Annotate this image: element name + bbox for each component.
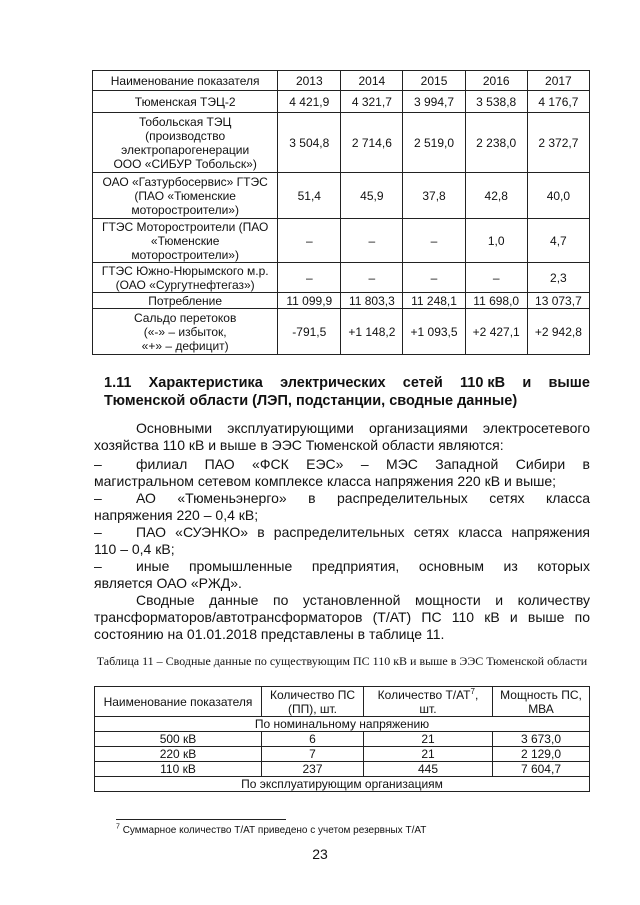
heading-word: сетей: [402, 375, 443, 391]
row-label: 500 кВ: [95, 732, 262, 747]
section-number: 1.11: [104, 375, 132, 391]
column-header: Наименование показателя: [93, 71, 278, 91]
list-item-continuation: 110 – 0,4 кВ;: [94, 541, 175, 557]
footnote-separator: [116, 819, 286, 820]
row-label: Сальдо перетоков («-» – избыток, «+» – дефицит): [93, 309, 278, 355]
table-cell: +2 427,1: [465, 309, 527, 355]
list-item-text: АО «Тюменьэнерго» в распределительных сетях класса: [136, 490, 590, 506]
list-item-continuation: напряжения 220 – 0,4 кВ;: [94, 507, 259, 523]
table-cell: 237: [262, 762, 364, 777]
column-header: Количество $Т/АТ^7$, шт.: [364, 687, 493, 717]
heading-word: и: [522, 375, 532, 391]
table-cell: 42,8: [465, 173, 527, 219]
row-label: Потребление: [93, 293, 278, 309]
row-label: Тобольская ТЭЦ (производство электропарогенерации ООО «СИБУР Тобольск»): [93, 113, 278, 173]
list-item: [94, 456, 590, 490]
table-cell: 2 714,6: [341, 113, 403, 173]
table-row: [95, 747, 590, 762]
heading-word: 110 кВ: [459, 375, 506, 391]
row-label: Тюменская ТЭЦ-2: [93, 91, 278, 113]
table-cell: 445: [364, 762, 493, 777]
list-item-continuation: магистральном сетевом комплексе класса напряжения 220 кВ и выше;: [94, 473, 557, 489]
group-label: По эксплуатирующим организациям: [95, 777, 590, 792]
list-item: [94, 490, 590, 524]
table-cell: 11 803,3: [341, 293, 403, 309]
footnote-mark: 7: [116, 823, 120, 831]
column-header-text: Количество Т/АТ: [377, 687, 471, 702]
table-cell: +2 942,8: [527, 309, 589, 355]
row-label: ГТЭС Южно-Нюрымского м.р. (ОАО «Сургутнефтегаз»): [93, 263, 278, 293]
table-cell: 11 099,9: [278, 293, 341, 309]
table-cell: 4 321,7: [341, 91, 403, 113]
table-cell: 2 519,0: [403, 113, 465, 173]
table-header-row: [93, 71, 590, 91]
table-cell: 7 604,7: [493, 762, 590, 777]
row-label: ГТЭС Моторостроители (ПАО «Тюменские моторостроители»): [93, 219, 278, 263]
list-item-text: филиал ПАО «ФСК ЕЭС» – МЭС Западной Сибири в: [136, 456, 590, 472]
list-dash: –: [94, 490, 102, 506]
list-dash: –: [94, 524, 102, 540]
table-cell: –: [403, 263, 465, 293]
table-cell: –: [465, 263, 527, 293]
heading-word: Характеристика: [148, 375, 263, 391]
footnote-text: Суммарное количество Т/АТ приведено с учетом резервных Т/АТ: [122, 825, 427, 836]
table-cell: –: [278, 219, 341, 263]
table-cell: 3 673,0: [493, 732, 590, 747]
substation-summary-table: [94, 686, 590, 792]
column-header: 2013: [278, 71, 341, 91]
table-cell: 13 073,7: [527, 293, 589, 309]
table-cell: –: [278, 263, 341, 293]
table-cell: 4,7: [527, 219, 589, 263]
table-row: [93, 91, 590, 113]
column-header: Наименование показателя: [95, 687, 262, 717]
table-cell: 21: [364, 747, 493, 762]
table-cell: +1 093,5: [403, 309, 465, 355]
intro-paragraph: Основными эксплуатирующими организациями электросетевого хозяйства 110 кВ и выше в ЭЭС Тюменской области являются:: [94, 420, 590, 453]
table-cell: –: [403, 219, 465, 263]
table-cell: 1,0: [465, 219, 527, 263]
table-row: [93, 173, 590, 219]
table-cell: 2 238,0: [465, 113, 527, 173]
list-dash: –: [94, 558, 102, 574]
table-cell: 21: [364, 732, 493, 747]
table-row: [93, 219, 590, 263]
list-item-continuation: является ОАО «РЖД».: [94, 575, 242, 591]
table-cell: 2,3: [527, 263, 589, 293]
table-row: [93, 293, 590, 309]
table-row: [93, 309, 590, 355]
footnote: [116, 825, 426, 837]
list-dash: –: [94, 456, 102, 472]
section-heading: [104, 374, 590, 410]
column-header: Мощность ПС, МВА: [493, 687, 590, 717]
generation-table: [92, 70, 590, 355]
table-cell: +1 148,2: [341, 309, 403, 355]
table-cell: 3 538,8: [465, 91, 527, 113]
table-cell: 7: [262, 747, 364, 762]
table-row: [93, 263, 590, 293]
table-row: [95, 732, 590, 747]
group-label: По номинальному напряжению: [95, 717, 590, 732]
page-number: 23: [312, 846, 328, 862]
list-item: [94, 558, 590, 592]
table-cell: 51,4: [278, 173, 341, 219]
heading-word: выше: [548, 375, 590, 391]
summary-paragraph: Сводные данные по установленной мощности и количеству трансформаторов/автотрансформаторов (Т/АТ) ПС 110 кВ и выше по состоянию на 01.01.2018 представлены в таблице 11.: [94, 592, 590, 642]
table-cell: 4 421,9: [278, 91, 341, 113]
table-cell: 4 176,7: [527, 91, 589, 113]
column-header: 2016: [465, 71, 527, 91]
footnote-ref: 7: [470, 686, 475, 696]
table-cell: 11 248,1: [403, 293, 465, 309]
column-header-unit: шт.: [419, 701, 437, 716]
table-cell: 37,8: [403, 173, 465, 219]
list-item-text: иные промышленные предприятия, основным из которых: [136, 558, 590, 574]
organization-list: [94, 456, 590, 592]
table-cell: 3 504,8: [278, 113, 341, 173]
table-cell: 40,0: [527, 173, 589, 219]
column-header: Количество ПС (ПП), шт.: [262, 687, 364, 717]
table-cell: 6: [262, 732, 364, 747]
column-header: 2015: [403, 71, 465, 91]
table-cell: –: [341, 219, 403, 263]
list-item: [94, 524, 590, 558]
table-cell: 2 129,0: [493, 747, 590, 762]
table-cell: 3 994,7: [403, 91, 465, 113]
table-cell: 11 698,0: [465, 293, 527, 309]
table-header-row: [95, 687, 590, 717]
table-caption: Таблица 11 – Сводные данные по существующим ПС 110 кВ и выше в ЭЭС Тюменской области: [96, 654, 588, 668]
row-label: 110 кВ: [95, 762, 262, 777]
row-label: 220 кВ: [95, 747, 262, 762]
group-row: [95, 717, 590, 732]
row-label: ОАО «Газтурбосервис» ГТЭС (ПАО «Тюменские моторостроители»): [93, 173, 278, 219]
group-row: [95, 777, 590, 792]
list-item-text: ПАО «СУЭНКО» в распределительных сетях класса напряжения: [136, 524, 590, 540]
table-row: [93, 113, 590, 173]
table-cell: 2 372,7: [527, 113, 589, 173]
section-heading-line-2: Тюменской области (ЛЭП, подстанции, сводные данные): [104, 393, 518, 409]
column-header: 2014: [341, 71, 403, 91]
column-header: 2017: [527, 71, 589, 91]
table-cell: 45,9: [341, 173, 403, 219]
heading-word: электрических: [280, 375, 386, 391]
section-heading-line-1: [104, 374, 590, 392]
table-cell: -791,5: [278, 309, 341, 355]
table-row: [95, 762, 590, 777]
table-cell: –: [341, 263, 403, 293]
